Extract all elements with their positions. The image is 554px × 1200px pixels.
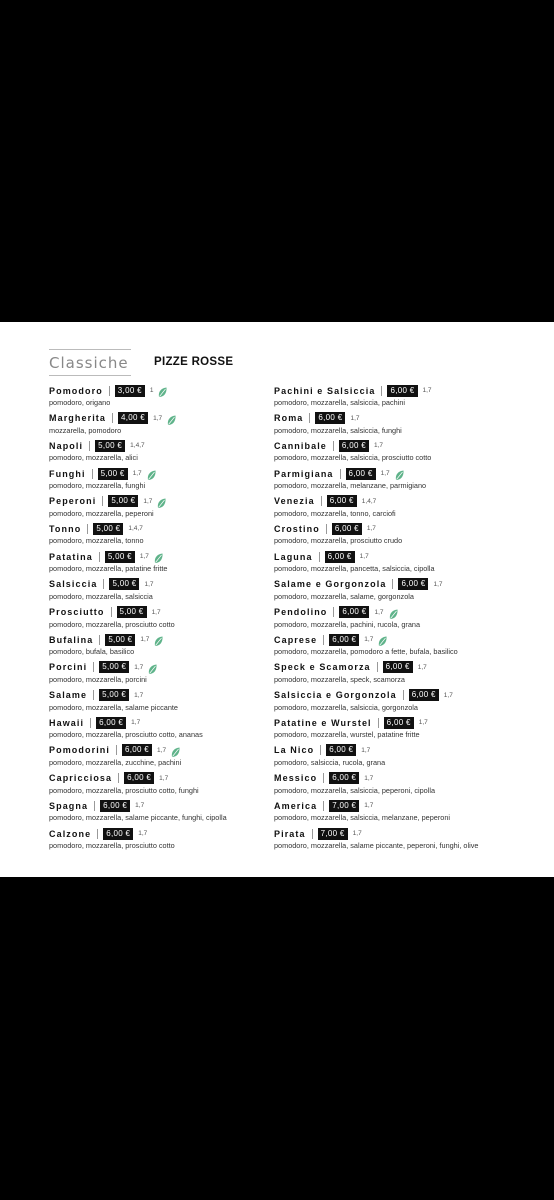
divider <box>323 801 324 811</box>
allergen-codes: 1,7 <box>373 442 384 450</box>
ingredients: pomodoro, mozzarella, patatine fritte <box>49 564 168 574</box>
menu-item <box>49 578 264 606</box>
divider <box>319 552 320 562</box>
menu-item <box>49 412 264 440</box>
price-badge: 6,00 € <box>346 468 376 480</box>
price-badge: 6,00 € <box>329 772 359 784</box>
ingredients: pomodoro, mozzarella, salame piccante, funghi, cipolla <box>49 813 227 823</box>
pizza-name: Caprese <box>274 634 318 645</box>
right-column <box>274 384 544 855</box>
allergen-codes: 1,7 <box>418 719 428 727</box>
menu-item <box>274 716 544 744</box>
price-badge: 6,00 € <box>409 689 439 701</box>
allergen-codes: 1,7 <box>350 414 360 422</box>
ingredients: pomodoro, mozzarella, salsiccia, prosciutto cotto <box>274 453 432 463</box>
menu-item <box>274 661 544 689</box>
allergen-codes: 1,7 <box>422 387 432 394</box>
divider <box>118 773 119 783</box>
ingredients: pomodoro, mozzarella, pancetta, salsiccia, cipolla <box>274 564 435 574</box>
menu-item-line <box>49 633 264 646</box>
price-badge: 5,00 € <box>109 578 139 590</box>
ingredients: pomodoro, mozzarella, zucchine, pachini <box>49 757 182 767</box>
pizza-name: Spagna <box>49 800 89 811</box>
menu-item-line <box>49 799 264 812</box>
pizza-name: Laguna <box>274 551 313 562</box>
menu-item <box>49 522 264 550</box>
menu-item-line <box>274 827 544 840</box>
pizza-name: Tonno <box>49 523 82 534</box>
section-title-text: Classiche <box>49 354 129 372</box>
divider <box>112 413 113 423</box>
allergen-codes: 1,7 <box>366 525 376 533</box>
allergen-codes: 1,7 <box>157 746 167 754</box>
menu-item-line <box>274 439 544 452</box>
divider <box>326 524 327 534</box>
vegetarian-leaf-icon <box>158 385 167 396</box>
section-title <box>49 354 129 372</box>
allergen-codes: 1,7 <box>144 580 154 588</box>
ingredients: pomodoro, bufala, basilico <box>49 647 135 657</box>
vegetarian-leaf-icon <box>154 634 163 645</box>
title-rule-bottom <box>49 375 131 376</box>
divider <box>103 579 104 589</box>
menu-item-line <box>274 412 544 425</box>
menu-item-line <box>49 578 264 591</box>
ingredients: pomodoro, mozzarella, pachini, rucola, grana <box>274 619 421 629</box>
menu-item-line <box>49 495 264 508</box>
pizza-name: La Nico <box>274 745 315 756</box>
menu-item-line <box>274 799 544 812</box>
menu-item <box>49 661 264 689</box>
price-badge: 6,00 € <box>339 606 369 618</box>
vegetarian-leaf-icon <box>395 468 404 479</box>
allergen-codes: 1,7 <box>364 802 374 810</box>
ingredients: pomodoro, origano <box>49 398 111 407</box>
menu-item-line <box>274 550 544 563</box>
allergen-codes: 1,7 <box>352 830 362 837</box>
pizza-name: Peperoni <box>49 496 97 507</box>
menu-item <box>274 467 544 495</box>
divider <box>87 524 88 534</box>
menu-item <box>274 495 544 523</box>
price-badge: 6,00 € <box>339 440 369 452</box>
menu-item <box>274 689 544 717</box>
menu-item-line <box>274 744 544 757</box>
divider <box>381 386 382 396</box>
price-badge: 6,00 € <box>383 661 413 673</box>
pizza-name: Funghi <box>49 468 86 479</box>
price-badge: 5,00 € <box>108 495 138 507</box>
ingredients: pomodoro, mozzarella, salsiccia <box>49 591 153 601</box>
allergen-codes: 1,7 <box>361 746 371 754</box>
price-badge: 7,00 € <box>318 828 348 840</box>
ingredients: pomodoro, mozzarella, salame, gorgonzola <box>274 591 414 601</box>
pizza-name: Salsiccia <box>49 579 98 590</box>
pizza-name: Napoli <box>49 440 84 451</box>
ingredients: pomodoro, mozzarella, tonno, carciofi <box>274 508 396 518</box>
pizza-name: Bufalina <box>49 634 94 645</box>
menu-item-line <box>274 689 544 702</box>
menu-item <box>49 716 264 744</box>
menu-item-line <box>274 467 544 480</box>
divider <box>102 496 103 506</box>
vegetarian-leaf-icon <box>148 662 157 673</box>
menu-item-line <box>274 772 544 785</box>
ingredients: pomodoro, mozzarella, prosciutto cotto <box>49 841 175 850</box>
price-badge: 5,00 € <box>105 634 135 646</box>
pizza-name: Patatina <box>49 551 93 562</box>
pizza-name: Prosciutto <box>49 607 105 617</box>
menu-item <box>274 799 544 827</box>
ingredients: pomodoro, mozzarella, melanzane, parmigiano <box>274 481 427 491</box>
section-subtitle: PIZZE ROSSE <box>154 356 234 368</box>
menu-item <box>49 439 264 467</box>
price-badge: 7,00 € <box>329 800 359 812</box>
allergen-codes: 1,4,7 <box>361 497 377 505</box>
menu-item <box>49 799 264 827</box>
allergen-codes: 1,7 <box>380 470 390 478</box>
price-badge: 6,00 € <box>332 523 362 535</box>
divider <box>92 469 93 479</box>
divider <box>93 690 94 700</box>
ingredients: pomodoro, mozzarella, prosciutto cotto, ananas <box>49 730 203 740</box>
price-badge: 6,00 € <box>315 412 345 424</box>
allergen-codes: 1,7 <box>135 802 145 810</box>
pizza-name: Hawaii <box>49 717 85 728</box>
ingredients: pomodoro, mozzarella, funghi <box>49 481 146 491</box>
price-badge: 4,00 € <box>118 412 148 424</box>
menu-item <box>274 772 544 800</box>
pizza-name: Venezia <box>274 496 315 507</box>
price-badge: 6,00 € <box>100 800 130 812</box>
menu-item <box>274 578 544 606</box>
title-rule-top <box>49 349 131 350</box>
allergen-codes: 1,7 <box>139 553 149 561</box>
vegetarian-leaf-icon <box>154 551 163 562</box>
menu-item <box>49 633 264 661</box>
menu-item-line <box>49 522 264 535</box>
pizza-name: Parmigiana <box>274 468 334 479</box>
pizza-name: Messico <box>274 773 318 784</box>
menu-item <box>49 606 264 634</box>
price-badge: 3,00 € <box>115 385 145 397</box>
price-badge: 6,00 € <box>124 772 154 784</box>
menu-item-line <box>49 744 264 757</box>
menu-item-line <box>49 550 264 563</box>
menu-item <box>49 384 264 412</box>
pizza-name: Porcini <box>49 662 88 673</box>
pizza-name: Salame e Gorgonzola <box>274 579 387 590</box>
allergen-codes: 1,7 <box>151 608 161 616</box>
menu-item <box>274 412 544 440</box>
ingredients: pomodoro, mozzarella, prosciutto cotto, funghi <box>49 785 199 795</box>
pizza-name: Pachini e Salsiccia <box>274 385 376 396</box>
menu-item <box>49 550 264 578</box>
ingredients: pomodoro, mozzarella, porcini <box>49 674 147 684</box>
menu-item-line <box>49 772 264 785</box>
price-badge: 5,00 € <box>105 551 135 563</box>
menu-sheet <box>0 322 554 877</box>
divider <box>333 441 334 451</box>
price-badge: 5,00 € <box>99 689 129 701</box>
divider <box>97 829 98 839</box>
menu-item-line <box>274 606 544 619</box>
menu-item <box>274 522 544 550</box>
allergen-codes: 1,7 <box>140 636 150 644</box>
menu-item-line <box>49 716 264 729</box>
allergen-codes: 1,7 <box>359 553 369 561</box>
divider <box>89 441 90 451</box>
ingredients: mozzarella, pomodoro <box>49 425 122 435</box>
pizza-name: Salsiccia e Gorgonzola <box>274 690 397 701</box>
pizza-name: Calzone <box>49 828 92 839</box>
menu-item-line <box>274 384 544 397</box>
price-badge: 5,00 € <box>99 661 129 673</box>
allergen-codes: 1,7 <box>131 719 141 727</box>
price-badge: 6,00 € <box>398 578 428 590</box>
divider <box>309 413 310 423</box>
menu-item-line <box>49 689 264 702</box>
ingredients: pomodoro, mozzarella, salame piccante <box>49 702 178 712</box>
vegetarian-leaf-icon <box>171 745 180 756</box>
menu-item-line <box>274 633 544 646</box>
price-badge: 6,00 € <box>327 495 357 507</box>
ingredients: pomodoro, mozzarella, prosciutto crudo <box>274 536 403 546</box>
allergen-codes: 1,7 <box>417 663 427 671</box>
allergen-codes: 1,7 <box>143 497 153 505</box>
pizza-name: Pirata <box>274 828 306 839</box>
menu-item-line <box>49 412 264 425</box>
pizza-name: Pendolino <box>274 607 328 617</box>
ingredients: pomodoro, mozzarella, pomodoro a fette, bufala, basilico <box>274 647 458 657</box>
allergen-codes: 1,7 <box>374 608 384 616</box>
allergen-codes: 1,7 <box>443 691 453 699</box>
vegetarian-leaf-icon <box>167 413 176 424</box>
ingredients: pomodoro, mozzarella, salsiccia, peperoni, cipolla <box>274 785 436 795</box>
price-badge: 6,00 € <box>96 717 126 729</box>
menu-item <box>49 689 264 717</box>
menu-item-line <box>49 827 264 840</box>
pizza-name: Pomodoro <box>49 385 103 396</box>
menu-item-line <box>49 467 264 480</box>
menu-item <box>274 827 544 855</box>
ingredients: pomodoro, mozzarella, salsiccia, funghi <box>274 425 402 435</box>
divider <box>323 773 324 783</box>
price-badge: 6,00 € <box>387 385 417 397</box>
price-badge: 6,00 € <box>384 717 414 729</box>
ingredients: pomodoro, mozzarella, salsiccia, melanzane, peperoni <box>274 813 451 823</box>
allergen-codes: 1,7 <box>138 830 148 837</box>
divider <box>111 607 112 617</box>
divider <box>323 635 324 645</box>
menu-item <box>49 467 264 495</box>
pizza-name: Cannibale <box>274 440 327 451</box>
vegetarian-leaf-icon <box>147 468 156 479</box>
divider <box>392 579 393 589</box>
menu-item <box>274 384 544 412</box>
pizza-name: Speck e Scamorza <box>274 662 371 673</box>
menu-item-line <box>274 495 544 508</box>
ingredients: pomodoro, mozzarella, alici <box>49 453 138 463</box>
price-badge: 5,00 € <box>98 468 128 480</box>
menu-item <box>49 827 264 855</box>
divider <box>321 496 322 506</box>
menu-item <box>274 439 544 467</box>
ingredients: pomodoro, mozzarella, speck, scamorza <box>274 674 405 684</box>
menu-item-line <box>274 522 544 535</box>
allergen-codes: 1,4,7 <box>128 525 143 533</box>
pizza-name: Capricciosa <box>49 773 113 784</box>
menu-item <box>49 495 264 523</box>
pizza-name: Patatine e Wurstel <box>274 717 372 728</box>
menu-item-line <box>49 384 264 397</box>
allergen-codes: 1,7 <box>134 691 144 699</box>
divider <box>93 662 94 672</box>
allergen-codes: 1,7 <box>153 414 163 422</box>
pizza-name: Margherita <box>49 413 107 424</box>
menu-item <box>274 550 544 578</box>
divider <box>109 386 110 396</box>
divider <box>378 718 379 728</box>
ingredients: pomodoro, mozzarella, salame piccante, peperoni, funghi, olive <box>274 841 479 850</box>
ingredients: pomodoro, mozzarella, tonno <box>49 536 144 546</box>
menu-item <box>274 744 544 772</box>
pizza-name: Crostino <box>274 523 320 534</box>
allergen-codes: 1,4,7 <box>130 442 145 450</box>
divider <box>312 829 313 839</box>
price-badge: 5,00 € <box>93 523 123 535</box>
divider <box>320 745 321 755</box>
pizza-name: Pomodorini <box>49 745 110 756</box>
divider <box>99 552 100 562</box>
divider <box>90 718 91 728</box>
allergen-codes: 1,7 <box>134 663 144 671</box>
ingredients: pomodoro, salsiccia, rucola, grana <box>274 757 386 767</box>
price-badge: 6,00 € <box>329 634 359 646</box>
menu-item-line <box>274 661 544 674</box>
divider <box>116 745 117 755</box>
divider <box>94 801 95 811</box>
menu-item <box>49 772 264 800</box>
vegetarian-leaf-icon <box>157 496 166 507</box>
ingredients: pomodoro, mozzarella, prosciutto cotto <box>49 619 175 629</box>
allergen-codes: 1,7 <box>159 774 169 782</box>
divider <box>99 635 100 645</box>
pizza-name: Salame <box>49 690 88 701</box>
divider <box>333 607 334 617</box>
allergen-codes: 1,7 <box>433 580 443 588</box>
allergen-codes: 1,7 <box>132 470 142 478</box>
pizza-name: America <box>274 800 318 811</box>
menu-item-line <box>49 439 264 452</box>
allergen-codes: 1,7 <box>364 774 374 782</box>
ingredients: pomodoro, mozzarella, salsiccia, pachini <box>274 398 405 407</box>
vegetarian-leaf-icon <box>378 634 387 645</box>
menu-item-line <box>49 661 264 674</box>
divider <box>340 469 341 479</box>
allergen-codes: 1,7 <box>364 636 374 644</box>
menu-item-line <box>49 606 264 619</box>
menu-item-line <box>274 716 544 729</box>
pizza-name: Roma <box>274 413 304 424</box>
vegetarian-leaf-icon <box>389 607 398 618</box>
price-badge: 6,00 € <box>325 551 355 563</box>
price-badge: 6,00 € <box>326 744 356 756</box>
left-column <box>49 384 264 855</box>
menu-item-line <box>274 578 544 591</box>
ingredients: pomodoro, mozzarella, peperoni <box>49 508 154 518</box>
price-badge: 5,00 € <box>117 606 147 618</box>
divider <box>403 690 404 700</box>
menu-item <box>274 633 544 661</box>
divider <box>377 662 378 672</box>
ingredients: pomodoro, mozzarella, salsiccia, gorgonzola <box>274 702 418 712</box>
menu-item <box>49 744 264 772</box>
price-badge: 6,00 € <box>103 828 133 840</box>
menu-item <box>274 606 544 634</box>
ingredients: pomodoro, mozzarella, wurstel, patatine fritte <box>274 730 420 740</box>
allergen-codes: 1 <box>149 387 154 394</box>
price-badge: 6,00 € <box>122 744 152 756</box>
price-badge: 5,00 € <box>95 440 125 452</box>
